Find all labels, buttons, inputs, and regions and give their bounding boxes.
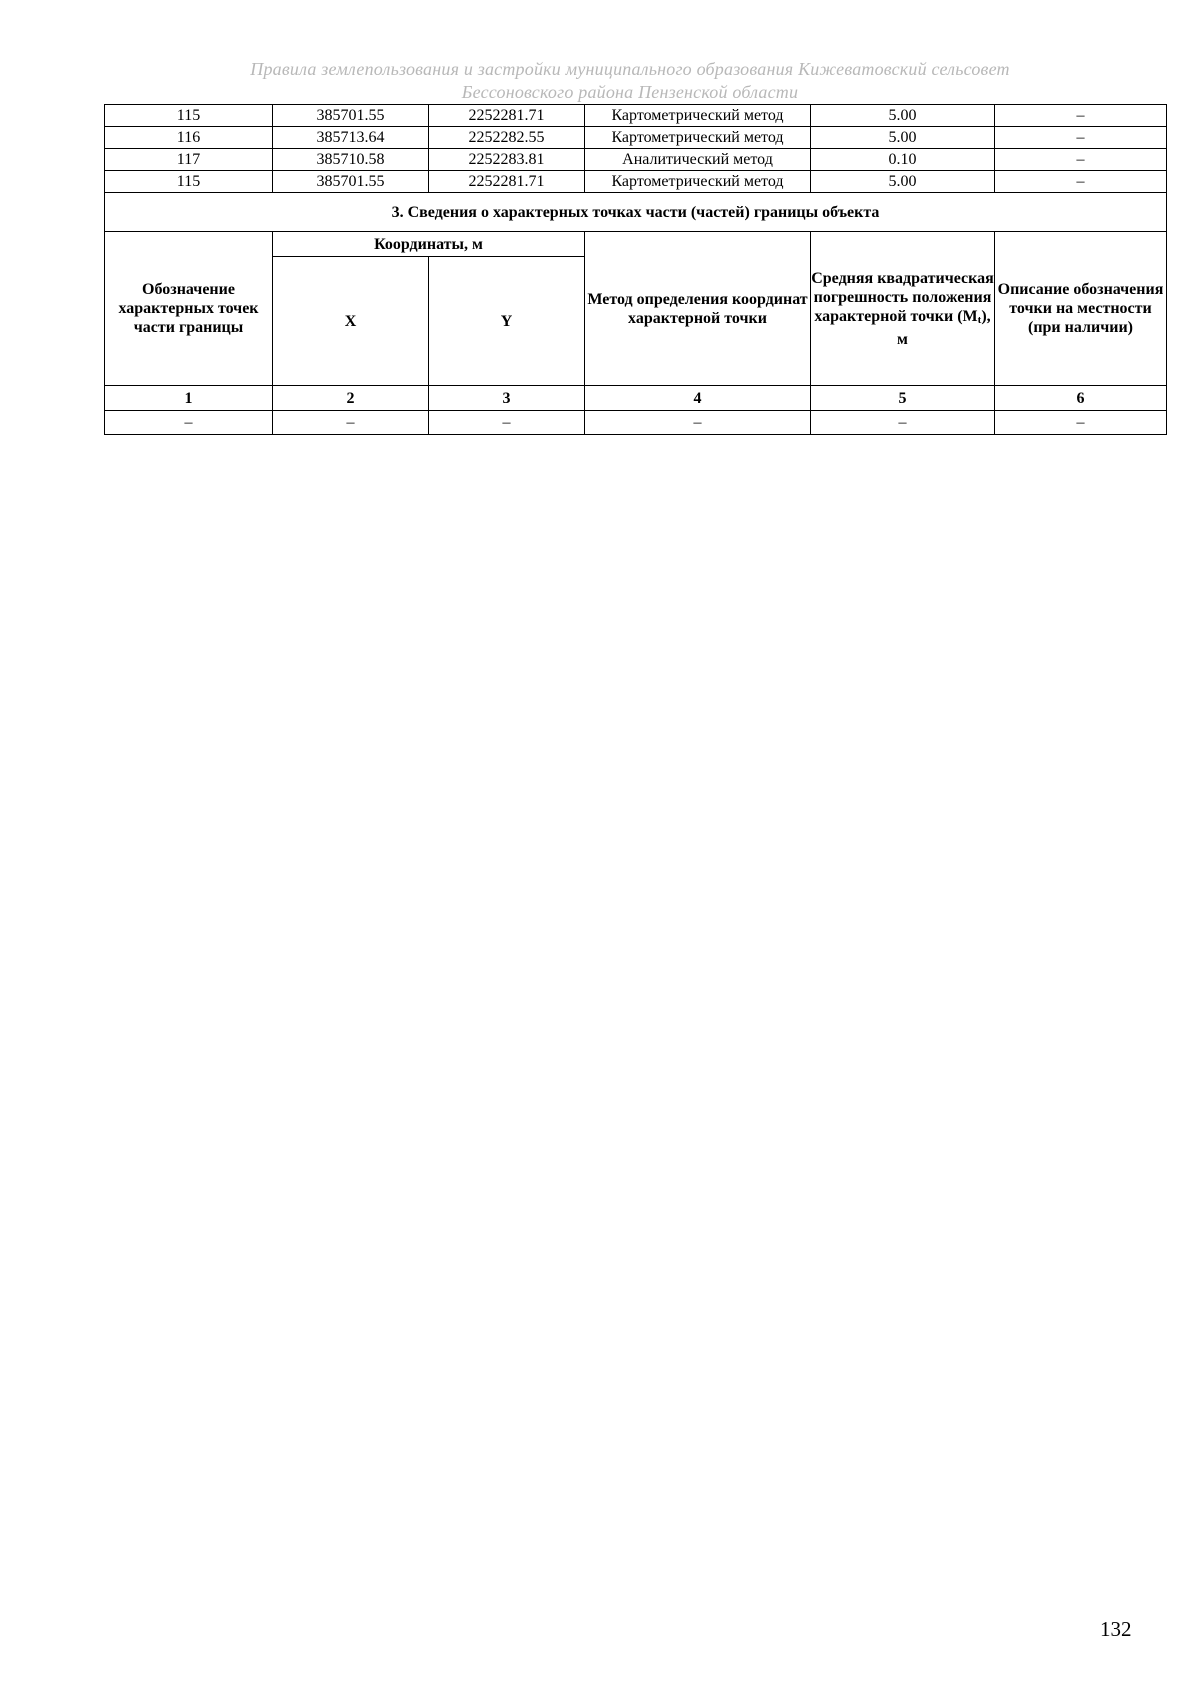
- col-method-header: Метод определения координат характерной точки: [585, 232, 811, 386]
- page-number: 132: [1100, 1617, 1132, 1641]
- error: 0.10: [811, 149, 995, 171]
- empty-cell: –: [811, 411, 995, 435]
- document-header: [0, 58, 1200, 104]
- table-row: [105, 149, 1167, 171]
- table-row: [105, 127, 1167, 149]
- point-id: 115: [105, 171, 273, 193]
- col-point-header: Обозначение характерных точек части границы: [105, 232, 273, 386]
- coord-y: 2252281.71: [429, 105, 585, 127]
- col-error-tail: ), м: [897, 307, 991, 348]
- error: 5.00: [811, 127, 995, 149]
- coord-y: 2252283.81: [429, 149, 585, 171]
- error: 5.00: [811, 105, 995, 127]
- table-row: [105, 105, 1167, 127]
- empty-cell: –: [105, 411, 273, 435]
- method: Картометрический метод: [585, 105, 811, 127]
- method: Картометрический метод: [585, 171, 811, 193]
- coord-x: 385713.64: [273, 127, 429, 149]
- method: Аналитический метод: [585, 149, 811, 171]
- empty-cell: –: [273, 411, 429, 435]
- description: –: [995, 105, 1167, 127]
- table-row: [105, 411, 1167, 435]
- column-number: 1: [105, 386, 273, 411]
- description: –: [995, 171, 1167, 193]
- empty-cell: –: [429, 411, 585, 435]
- coordinates-table: [104, 104, 1167, 435]
- col-error-header: [811, 232, 995, 386]
- column-number: 6: [995, 386, 1167, 411]
- coord-y: 2252281.71: [429, 171, 585, 193]
- empty-cell: –: [585, 411, 811, 435]
- point-id: 115: [105, 105, 273, 127]
- description: –: [995, 149, 1167, 171]
- col-coords-header: Координаты, м: [273, 232, 585, 257]
- col-error-main: Средняя квадратическая погрешность положения характерной точки (M: [811, 269, 994, 325]
- coord-x: 385710.58: [273, 149, 429, 171]
- coord-x: 385701.55: [273, 105, 429, 127]
- section-title: 3. Сведения о характерных точках части (частей) границы объекта: [105, 193, 1167, 232]
- col-error-sub: t: [977, 313, 982, 326]
- header-line-2: Бессоновского района Пензенской области: [461, 82, 799, 102]
- header-line-1: Правила землепользования и застройки муниципального образования Кижеватовский сельсовет: [250, 59, 1010, 79]
- header-row-1: [105, 232, 1167, 257]
- point-id: 117: [105, 149, 273, 171]
- column-number: 3: [429, 386, 585, 411]
- column-number: 4: [585, 386, 811, 411]
- col-y-header: Y: [429, 257, 585, 386]
- error: 5.00: [811, 171, 995, 193]
- section-title-row: [105, 193, 1167, 232]
- empty-cell: –: [995, 411, 1167, 435]
- method: Картометрический метод: [585, 127, 811, 149]
- column-number-row: [105, 386, 1167, 411]
- column-number: 5: [811, 386, 995, 411]
- table-row: [105, 171, 1167, 193]
- coord-x: 385701.55: [273, 171, 429, 193]
- col-desc-header: Описание обозначения точки на местности (при наличии): [995, 232, 1167, 386]
- description: –: [995, 127, 1167, 149]
- column-number: 2: [273, 386, 429, 411]
- col-x-header: X: [273, 257, 429, 386]
- point-id: 116: [105, 127, 273, 149]
- coord-y: 2252282.55: [429, 127, 585, 149]
